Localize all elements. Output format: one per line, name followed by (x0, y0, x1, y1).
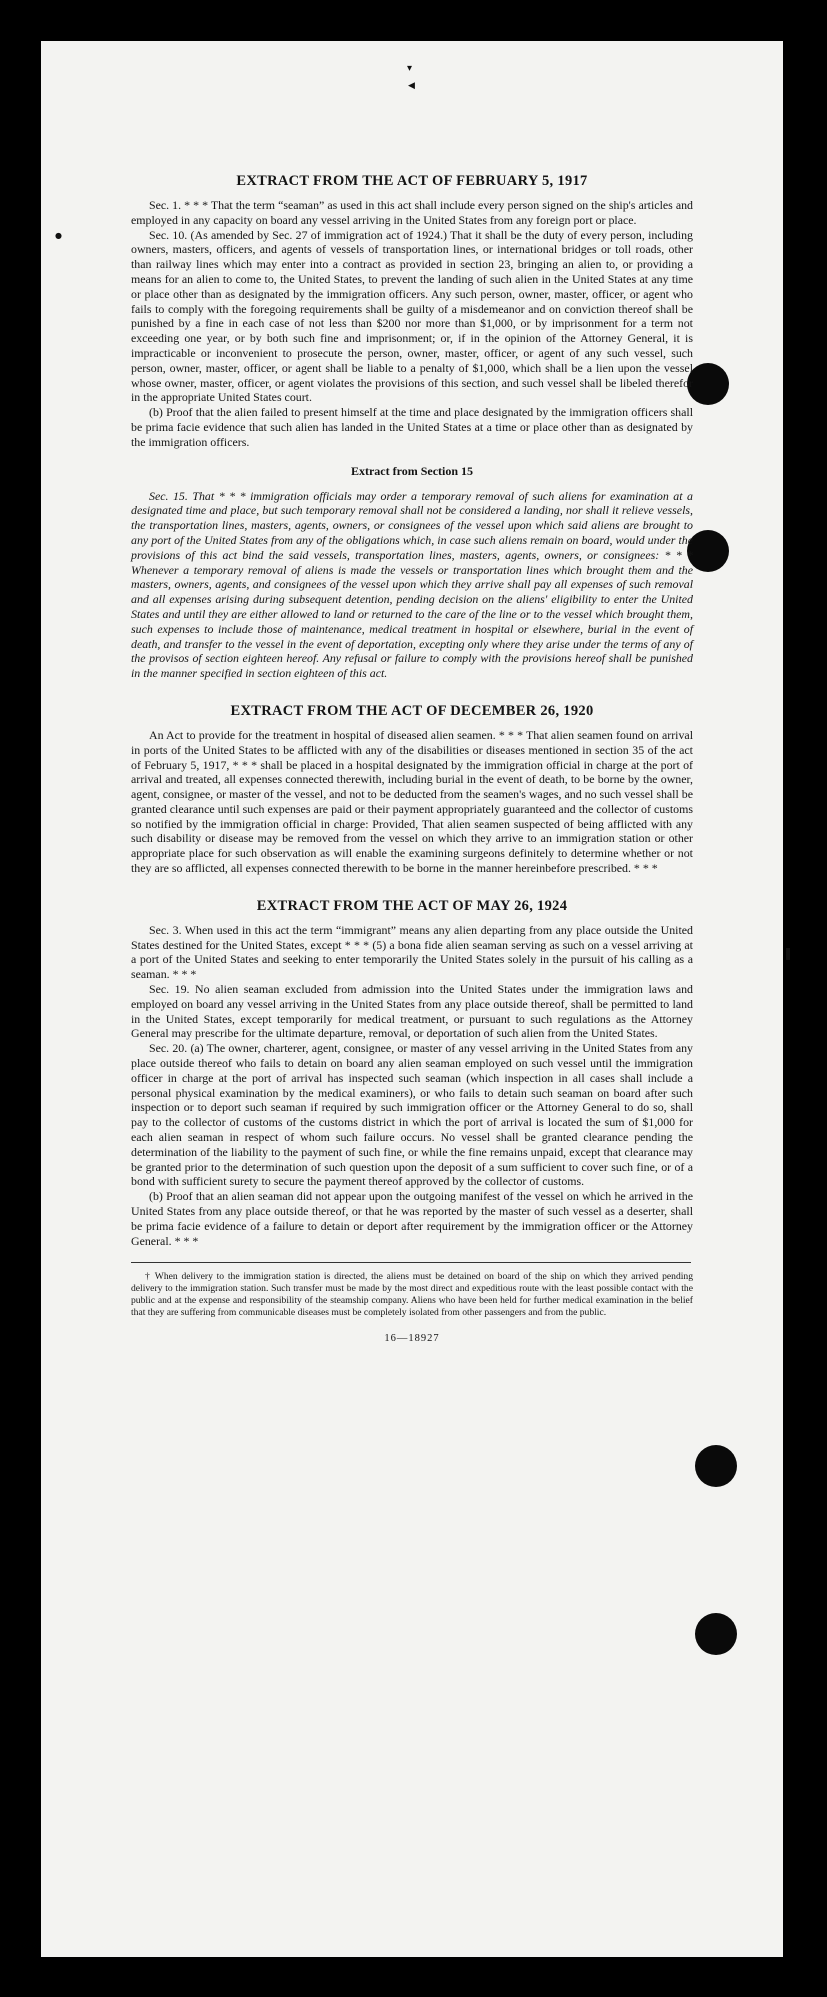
punch-hole (687, 363, 729, 405)
paragraph: Sec. 15. That * * * immigration officials may order a temporary removal of such aliens for examination at a designated time and place, but such temporary removal shall not be considered a landing, nor shall it relieve vessels, the transportation lines, masters, agents, owners, or consignees of the vessel upon which said aliens are brought to any port of the United States from any of the obligations which, in case such aliens remain on board, would under the provisions of this act bind the said vessels, transportation lines, masters, agents, owners, or consignees: * * * Whenever a temporary removal of aliens is made the vessels or transportation lines which brought them and the masters, owners, agents, and consignees of the vessel upon which they arrive shall pay all expenses of such removal and all expenses arising during subsequent detention, pending decision on the aliens' eligibility to enter the United States and until they are either allowed to land or returned to the care of the line or to the vessel which brought them, such expenses to include those of maintenance, medical treatment in hospital or elsewhere, burial in the event of death, and transfer to the vessel in the event of deportation, excepting only where they arise under the terms of any of the provisos of section eighteen hereof. Any refusal or failure to comply with the provisions hereof shall be punished in the manner specified in section eighteen of this act. (131, 488, 693, 681)
heading-act-1917: EXTRACT FROM THE ACT OF FEBRUARY 5, 1917 (236, 173, 588, 189)
punch-hole (687, 530, 729, 572)
footnote: † When delivery to the immigration station is directed, the aliens must be detained on board of the ship on which they arrived pending delivery to the immigration station. Such transfer must be made by the most direct and expeditious route with the least possible contact with the public and at the expense and responsibility of the steamship company. Aliens who have been held for further medical examination in the belief that they are suffering from communicable diseases must be completely isolated from other passengers and from the public. (131, 1271, 693, 1319)
scan-mark: ◀ (408, 81, 415, 91)
document-body (131, 173, 693, 1344)
document-page (41, 41, 794, 1957)
paragraph: (b) Proof that an alien seaman did not appear upon the outgoing manifest of the vessel on which he arrived in the United States from any place outside thereof, or that he was reported by the master of such vessel as a deserter, shall be prima facie evidence of a failure to detain or deport after requirement by the immigration officer or the Attorney General. * * * (131, 1189, 693, 1248)
paragraph: Sec. 3. When used in this act the term “immigrant” means any alien departing from any place outside the United States destined for the United States, except * * * (5) a bona fide alien seaman serving as such on a vessel arriving at a port of the United States and seeking to enter temporarily the United States solely in the pursuit of his calling as a seaman. * * * (131, 922, 693, 982)
heading-act-1924: EXTRACT FROM THE ACT OF MAY 26, 1924 (256, 897, 568, 914)
paragraph: Sec. 20. (a) The owner, charterer, agent, consignee, or master of any vessel arriving in the United States from any place outside thereof who fails to detain on board any alien seaman employed on such vessel until the immigration officer in charge at the port of arrival has inspected such seaman (which inspection in all cases shall include a personal physical examination by the medical examiners), or who fails to detain such seaman on board after such inspection or to deport such seaman if required by such immigration officer or the Attorney General to do so, shall pay to the collector of customs of the customs district in which the port of arrival is located the sum of $1,000 for each alien seaman in respect of whom such failure occurs. No vessel shall be granted clearance pending the determination of the liability to the payment of such fine, or while the fine remains unpaid, except that clearance may be granted prior to the determination of such question upon the deposit of a sum sufficient to cover such fine, or of a bond with sufficient surety to secure the payment thereof approved by the collector of customs. (131, 1041, 693, 1189)
divider (131, 1262, 691, 1263)
form-number: 16—18927 (384, 1333, 440, 1345)
heading-act-1920: EXTRACT FROM THE ACT OF DECEMBER 26, 1920 (230, 702, 594, 719)
paragraph: Sec. 10. (As amended by Sec. 27 of immigration act of 1924.) That it shall be the duty of every person, including owners, masters, officers, and agents of vessels of transportation lines, or international bridges or toll roads, other than railway lines which may enter into a contract as provided in section 23, bringing an alien to, or providing a means for an alien to come to, the United States, to prevent the landing of such alien in the United States at any time or place other than as designated by the immigration officers. Any such person, owner, master, officer, or agent who fails to comply with the foregoing requirements shall be guilty of a misdemeanor and on conviction thereof shall be punished by a fine in each case of not less than $200 nor more than $1,000, or by imprisonment for a term not exceeding one year, or by both such fine and imprisonment; or, if in the opinion of the Attorney General, it is impracticable or inconvenient to prosecute the person, owner, master, officer, or agent of any such vessel, such person, owner, master, officer, or agent shall be liable to a penalty of $1,000, which shall be a lien upon the vessel whose owner, master, officer, or agent violates the provisions of this section, and such vessel shall be libeled therefor in the appropriate United States court. (131, 227, 693, 405)
punch-hole (695, 1613, 737, 1655)
paragraph: Sec. 19. No alien seaman excluded from admission into the United States under the immigration laws and employed on board any vessel arriving in the United States from any place outside thereof, shall be permitted to land in the United States, except temporarily for medical treatment, or pursuant to such regulations as the Attorney General may prescribe for the ultimate departure, removal, or deportation of such alien from the United States. (131, 982, 693, 1041)
heading-section-15: Extract from Section 15 (350, 463, 474, 478)
punch-hole (695, 1445, 737, 1487)
paragraph: An Act to provide for the treatment in hospital of diseased alien seamen. * * * That alien seamen found on arrival in ports of the United States to be afflicted with any of the disabilities or diseases mentioned in section 35 of the act of February 5, 1917, * * * shall be placed in a hospital designated by the immigration official in charge at the port of arrival and treated, all expenses connected therewith, including burial in the event of death, to be borne by the owner, agent, consignee, or master of the vessel, and not to be deducted from the seamen's wages, and no such vessel shall be granted clearance until such expenses are paid or their payment appropriately guaranteed and the collector of customs so notified by the immigration official in charge: Provided, That alien seamen suspected of being afflicted with any such disability or disease may be removed from the vessel on which they arrive to an immigration station or other appropriate place for such observation as will enable the examining surgeons definitely to determine whether or not they are so afflicted, all expenses connected therewith to be borne in the manner hereinbefore prescribed. * * * (131, 727, 693, 876)
scan-mark: ▾ (407, 63, 413, 74)
margin-mark: ❚ (783, 946, 794, 960)
paragraph: Sec. 1. * * * That the term “seaman” as used in this act shall include every person signed on the ship's articles and employed in any capacity on board any vessel arriving in the United States from any foreign port or place. (131, 198, 693, 227)
margin-dot: ● (55, 231, 62, 240)
paragraph: (b) Proof that the alien failed to present himself at the time and place designated by the immigration officers shall be prima facie evidence that such alien has landed in the United States at a time or place other than as designated by the immigration officers. (131, 405, 693, 449)
